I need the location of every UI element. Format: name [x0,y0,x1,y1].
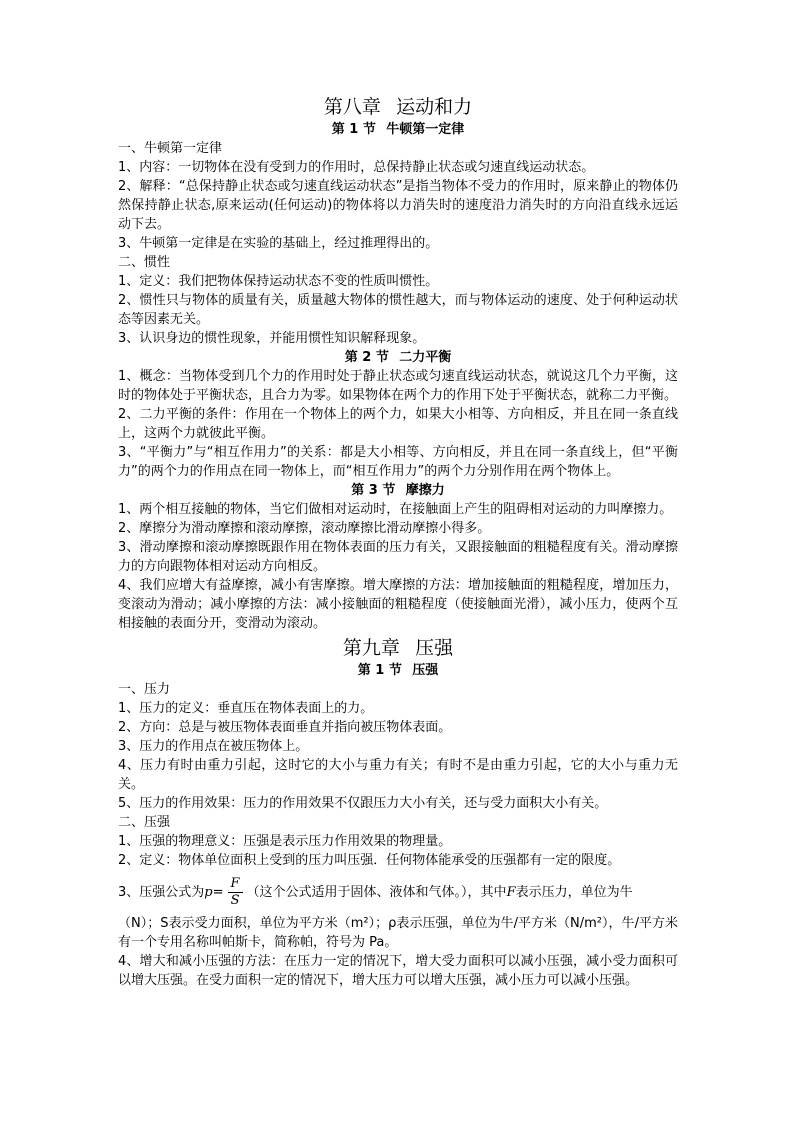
document-page [118,92,678,990]
section-title: 第 1 节 压强 [357,663,439,678]
paragraph: 1、压强的物理意义：压强是表示压力作用效果的物理量。 [118,834,452,849]
paragraph: （N）；S表示受力面积，单位为平方米（m²）；ρ表示压强，单位为牛/平方米（N/m²），牛/平方米有一个专用名称叫帕斯卡，简称帕，符号为 Pa。 [118,916,678,950]
paragraph: 3、“平衡力”与“相互作用力”的关系：都是大小相等、方向相反，并且在同一条直线上，但“平衡力”的两个力的作用点在同一物体上，而“相互作用力”的两个力分别作用在两个物体上。 [118,445,678,479]
subheading: 二、惯性 [118,255,171,270]
paragraph: 1、定义：我们把物体保持运动状态不变的性质叫惯性。 [118,274,439,289]
paragraph: 2、解释：“总保持静止状态或匀速直线运动状态”是指当物体不受力的作用时，原来静止的物体仍然保持静止状态,原来运动(任何运动)的物体将以力消失时的速度沿力消失时的方向沿直线永远运动下去。 [118,179,678,232]
paragraph: 2、二力平衡的条件：作用在一个物体上的两个力，如果大小相等、方向相反，并且在同一条直线上，这两个力就彼此平衡。 [118,407,678,441]
paragraph: 4、我们应增大有益摩擦，减小有害摩擦。增大摩擦的方法：增加接触面的粗糙程度，增加压力，变滚动为滑动；减小摩擦的方法：减小接触面的粗糙程度（使接触面光滑），减小压力，使两个互相接触的表面分开，变滑动为滚动。 [118,578,678,631]
subheading: 一、牛顿第一定律 [118,141,223,156]
fraction-numerator: F [228,876,243,893]
subheading: 二、压强 [118,815,171,830]
formula-symbol-p: p [204,884,213,900]
paragraph: 2、定义：物体单位面积上受到的压力叫压强．任何物体能承受的压强都有一定的限度。 [118,853,621,868]
paragraph: 1、概念：当物体受到几个力的作用时处于静止状态或匀速直线运动状态，就说这几个力平衡，这时的物体处于平衡状态，且合力为零。如果物体在两个力的作用下处于平衡状态，就称二力平衡。 [118,369,678,403]
paragraph: 2、摩擦分为滑动摩擦和滚动摩擦，滚动摩擦比滑动摩擦小得多。 [118,521,491,536]
paragraph: 3、滑动摩擦和滚动摩擦既跟作用在物体表面的压力有关，又跟接触面的粗糙程度有关。滑动摩擦力的方向跟物体相对运动方向相反。 [118,540,678,574]
paragraph: 5、压力的作用效果：压力的作用效果不仅跟压力大小有关，还与受力面积大小有关。 [118,796,608,811]
pressure-fraction [228,876,243,909]
paragraph: 2、方向：总是与被压物体表面垂直并指向被压物体表面。 [118,720,452,735]
paragraph: 3、压力的作用点在被压物体上。 [118,739,309,754]
paragraph: 2、惯性只与物体的质量有关，质量越大物体的惯性越大，而与物体运动的速度、处于何种运动状态等因素无关。 [118,293,678,327]
paragraph: 4、增大和减小压强的方法：在压力一定的情况下，增大受力面积可以减小压强，减小受力面积可以增大压强。在受力面积一定的情况下，增大压力可以增大压强，减小压力可以减小压强。 [118,954,678,988]
paragraph: 3、认识身边的惯性现象，并能用惯性知识解释现象。 [118,331,426,346]
subheading: 一、压力 [118,682,171,697]
section-title: 第 1 节 牛顿第一定律 [331,122,465,137]
section-title: 第 2 节 二力平衡 [344,350,452,365]
chapter-9-title: 第九章 压强 [342,637,454,659]
paragraph: 1、两个相互接触的物体，当它们做相对运动时，在接触面上产生的阻碍相对运动的力叫摩擦力。 [118,502,673,517]
chapter-8-title: 第八章 运动和力 [323,96,473,118]
paragraph: 4、压力有时由重力引起，这时它的大小与重力有关；有时不是由重力引起，它的大小与重力无关。 [118,758,678,792]
fraction-denominator: S [230,892,240,908]
pressure-formula-line: 3、压强公式为 p = $\frac{F}{S}$ （这个公式适用于固体、液体和气体。），其中 F 表示压力，单位为牛 [118,875,633,908]
paragraph: 1、压力的定义：垂直压在物体表面上的力。 [118,701,374,716]
section-title: 第 3 节 摩擦力 [351,483,445,498]
paragraph: 1、内容：一切物体在没有受到力的作用时，总保持静止状态或匀速直线运动状态。 [118,160,595,175]
paragraph: 3、牛顿第一定律是在实验的基础上，经过推理得出的。 [118,236,439,251]
